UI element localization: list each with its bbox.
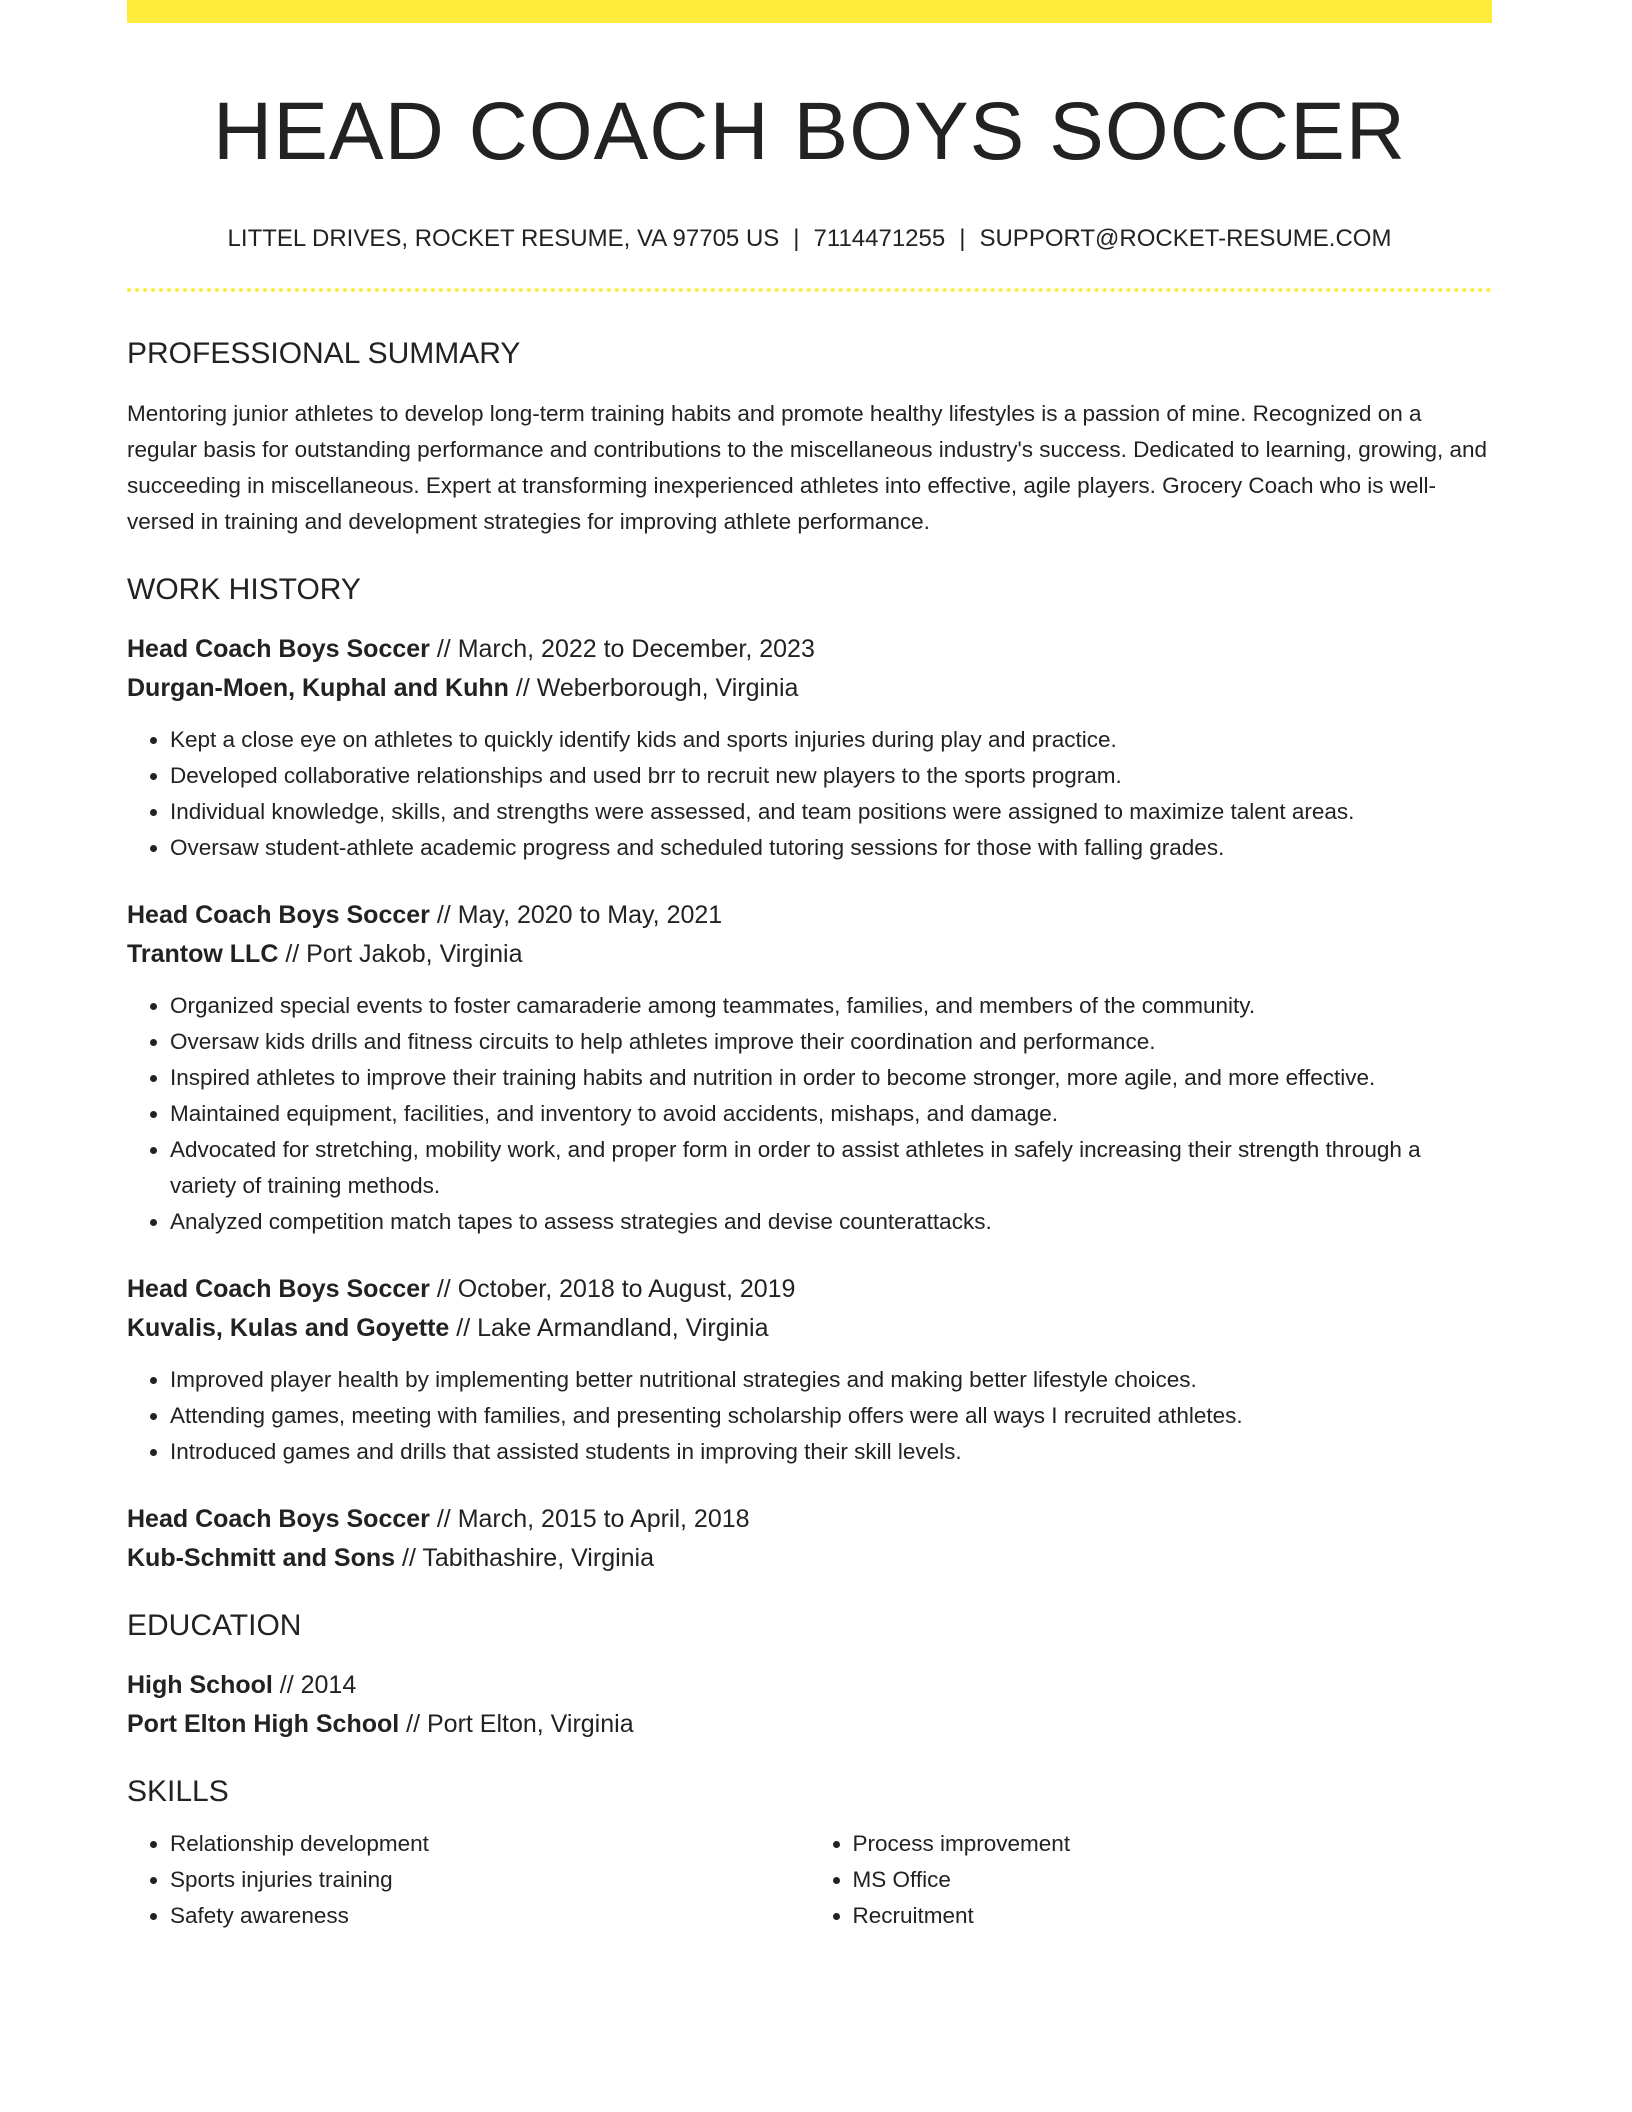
- job-role-line: [127, 1500, 1492, 1539]
- job-bullet: • Individual knowledge, skills, and strengths were assessed, and team positions were assigned to maximize talent areas.: [170, 794, 1492, 830]
- skill-item: • Recruitment: [853, 1898, 1493, 1934]
- job-dates: // May, 2020 to May, 2021: [429, 901, 723, 930]
- job-role: Head Coach Boys Soccer: [127, 635, 430, 664]
- job-entry: [127, 1270, 1492, 1470]
- education-degree-line: [127, 1666, 1492, 1705]
- job-location: // Weberborough, Virginia: [508, 674, 799, 703]
- contact-separator: |: [959, 225, 966, 253]
- job-bullet: • Improved player health by implementing better nutritional strategies and making better lifestyle choices.: [170, 1362, 1492, 1398]
- job-bullets: [127, 1362, 1492, 1470]
- education-location: // Port Elton, Virginia: [399, 1710, 634, 1739]
- section-title-education: EDUCATION: [127, 1609, 302, 1643]
- job-bullet: • Attending games, meeting with families, and presenting scholarship offers were all ways I recruited athletes.: [170, 1398, 1492, 1434]
- job-bullets: [127, 722, 1492, 866]
- job-bullets: [127, 988, 1492, 1240]
- skill-item: • MS Office: [853, 1862, 1493, 1898]
- summary-text: Mentoring junior athletes to develop long-term training habits and promote healthy lifestyles is a passion of mine. Recognized on a regular basis for outstanding performance and contributions to the miscellaneous industry's success. Dedicated to learning, growing, and succeeding in miscellaneous. Expert at transforming inexperienced athletes into effective, agile players. Grocery Coach who is well-versed in training and development strategies for improving athlete performance.: [127, 401, 1488, 535]
- dotted-divider: [127, 288, 1492, 292]
- job-role-line: [127, 896, 1492, 935]
- job-bullet: • Organized special events to foster camaraderie among teammates, families, and members of the community.: [170, 988, 1492, 1024]
- job-company: Kub-Schmitt and Sons: [127, 1544, 396, 1573]
- job-company-line: [127, 935, 1492, 974]
- job-role-line: [127, 630, 1492, 669]
- job-company-line: [127, 669, 1492, 708]
- section-title-summary: PROFESSIONAL SUMMARY: [127, 337, 521, 371]
- job-bullet: • Analyzed competition match tapes to assess strategies and devise counterattacks.: [170, 1204, 1492, 1240]
- job-bullet: • Advocated for stretching, mobility work, and proper form in order to assist athletes in safely increasing their strength through a variety of training methods.: [170, 1132, 1492, 1204]
- job-company: Durgan-Moen, Kuphal and Kuhn: [127, 674, 509, 703]
- job-entry: [127, 896, 1492, 1240]
- education-degree: High School: [127, 1671, 273, 1700]
- job-company: Kuvalis, Kulas and Goyette: [127, 1314, 450, 1343]
- job-bullet: • Introduced games and drills that assisted students in improving their skill levels.: [170, 1434, 1492, 1470]
- skills-column-right: [810, 1826, 1493, 1934]
- skill-item: • Safety awareness: [170, 1898, 810, 1934]
- skills-list: [127, 1826, 1492, 1934]
- contact-phone: 7114471255: [813, 225, 946, 253]
- contact-email: SUPPORT@ROCKET-RESUME.COM: [979, 225, 1392, 253]
- education-school: Port Elton High School: [127, 1710, 400, 1739]
- job-bullet: • Kept a close eye on athletes to quickly identify kids and sports injuries during play and practice.: [170, 722, 1492, 758]
- resume-name: HEAD COACH BOYS SOCCER: [213, 86, 1406, 177]
- skills-column-left: [127, 1826, 810, 1934]
- job-location: // Port Jakob, Virginia: [278, 940, 523, 969]
- job-role-line: [127, 1270, 1492, 1309]
- education-entry: [127, 1666, 1492, 1744]
- resume-page: [127, 0, 1492, 1934]
- job-bullet: • Oversaw kids drills and fitness circuits to help athletes improve their coordination and performance.: [170, 1024, 1492, 1060]
- skill-item: • Relationship development: [170, 1826, 810, 1862]
- job-bullet: • Inspired athletes to improve their training habits and nutrition in order to become stronger, more agile, and more effective.: [170, 1060, 1492, 1096]
- section-title-skills: SKILLS: [127, 1775, 229, 1809]
- education-year: // 2014: [272, 1671, 357, 1700]
- education-school-line: [127, 1705, 1492, 1744]
- contact-line: [127, 225, 1492, 254]
- job-entry: [127, 1500, 1492, 1578]
- section-title-work-history: WORK HISTORY: [127, 573, 361, 607]
- contact-separator: |: [793, 225, 800, 253]
- job-location: // Tabithashire, Virginia: [395, 1544, 655, 1573]
- job-dates: // October, 2018 to August, 2019: [429, 1275, 796, 1304]
- accent-bar: [127, 0, 1492, 23]
- job-company-line: [127, 1539, 1492, 1578]
- job-bullet: • Developed collaborative relationships and used brr to recruit new players to the sports program.: [170, 758, 1492, 794]
- job-bullet: • Maintained equipment, facilities, and inventory to avoid accidents, mishaps, and damage.: [170, 1096, 1492, 1132]
- job-dates: // March, 2022 to December, 2023: [429, 635, 815, 664]
- job-role: Head Coach Boys Soccer: [127, 1275, 430, 1304]
- job-dates: // March, 2015 to April, 2018: [429, 1505, 750, 1534]
- job-role: Head Coach Boys Soccer: [127, 901, 430, 930]
- skill-item: • Sports injuries training: [170, 1862, 810, 1898]
- skill-item: • Process improvement: [853, 1826, 1493, 1862]
- job-role: Head Coach Boys Soccer: [127, 1505, 430, 1534]
- job-bullet: • Oversaw student-athlete academic progress and scheduled tutoring sessions for those with falling grades.: [170, 830, 1492, 866]
- job-company-line: [127, 1309, 1492, 1348]
- job-location: // Lake Armandland, Virginia: [449, 1314, 769, 1343]
- contact-address: LITTEL DRIVES, ROCKET RESUME, VA 97705 US: [227, 225, 780, 253]
- job-company: Trantow LLC: [127, 940, 279, 969]
- job-entry: [127, 630, 1492, 866]
